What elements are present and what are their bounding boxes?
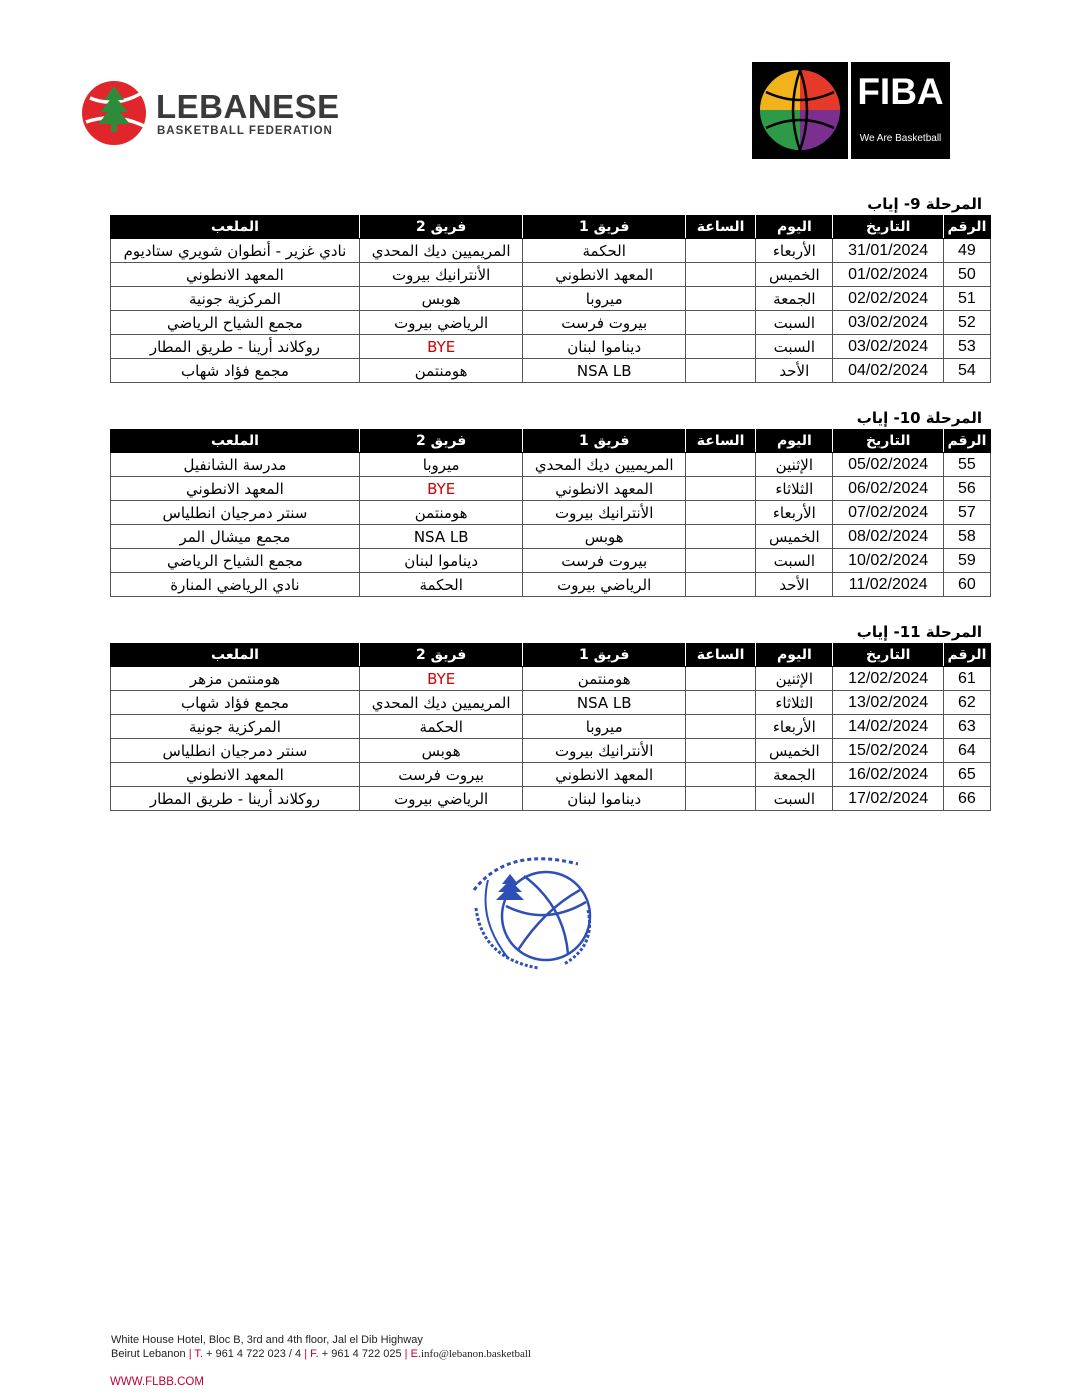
- footer-fax: + 961 4 722 025: [321, 1348, 402, 1360]
- team1: المعهد الانطوني: [523, 477, 686, 501]
- fiba-wordmark: [851, 62, 950, 159]
- match-day: السبت: [756, 787, 833, 811]
- team1: هومنتمن: [523, 667, 686, 691]
- match-time: [685, 263, 755, 287]
- footer-email-label: E.: [410, 1348, 421, 1360]
- match-day: الخميس: [756, 263, 833, 287]
- team1: ميروبا: [523, 287, 686, 311]
- match-date: 04/02/2024: [833, 359, 943, 383]
- match-time: [685, 787, 755, 811]
- match-date: 01/02/2024: [833, 263, 943, 287]
- col-venue-header: الملعب: [111, 430, 360, 453]
- table-row: [111, 525, 991, 549]
- footer-address: White House Hotel, Bloc B, 3rd and 4th floor, Jal el Dib Highway: [111, 1334, 423, 1346]
- match-time: [685, 311, 755, 335]
- team1: هوبس: [523, 525, 686, 549]
- footer-city: Beirut Lebanon: [111, 1348, 186, 1360]
- footer-email[interactable]: info@lebanon.basketball: [420, 1348, 532, 1360]
- match-number: 59: [943, 549, 990, 573]
- col-num-header: الرقم: [943, 430, 990, 453]
- table-row: [111, 667, 991, 691]
- venue: المعهد الانطوني: [111, 477, 360, 501]
- match-day: الثلاثاء: [756, 477, 833, 501]
- team2: الأنترانيك بيروت: [359, 263, 523, 287]
- match-number: 66: [943, 787, 990, 811]
- match-day: الأربعاء: [756, 501, 833, 525]
- match-time: [685, 573, 755, 597]
- venue: روكلاند أرينا - طريق المطار: [111, 335, 360, 359]
- team2-bye: BYE: [359, 477, 523, 501]
- col-date-header: التاريخ: [833, 644, 943, 667]
- match-number: 62: [943, 691, 990, 715]
- team2: هوبس: [359, 287, 523, 311]
- col-team2-header: فريق 2: [359, 430, 523, 453]
- match-time: [685, 359, 755, 383]
- table-row: [111, 359, 991, 383]
- match-time: [685, 739, 755, 763]
- match-time: [685, 239, 755, 263]
- match-day: السبت: [756, 335, 833, 359]
- round-title: المرحلة 9- إياب: [867, 195, 982, 213]
- col-team1-header: فريق 1: [523, 430, 686, 453]
- match-time: [685, 549, 755, 573]
- match-day: السبت: [756, 549, 833, 573]
- fiba-globe-basketball-icon: [752, 62, 848, 159]
- match-day: الجمعة: [756, 763, 833, 787]
- match-number: 58: [943, 525, 990, 549]
- match-number: 60: [943, 573, 990, 597]
- col-day-header: اليوم: [756, 430, 833, 453]
- footer-website-link[interactable]: WWW.FLBB.COM: [110, 1376, 204, 1388]
- match-date: 12/02/2024: [833, 667, 943, 691]
- footer-sep: |: [304, 1348, 308, 1360]
- match-date: 06/02/2024: [833, 477, 943, 501]
- col-team2-header: فريق 2: [359, 644, 523, 667]
- col-time-header: الساعة: [685, 430, 755, 453]
- team2: هومنتمن: [359, 501, 523, 525]
- table-row: [111, 549, 991, 573]
- match-time: [685, 691, 755, 715]
- match-date: 02/02/2024: [833, 287, 943, 311]
- match-time: [685, 525, 755, 549]
- match-day: السبت: [756, 311, 833, 335]
- team1: المعهد الانطوني: [523, 263, 686, 287]
- match-day: الأربعاء: [756, 239, 833, 263]
- table-header-row: [111, 430, 991, 453]
- col-team1-header: فريق 1: [523, 216, 686, 239]
- match-date: 10/02/2024: [833, 549, 943, 573]
- team1: الأنترانيك بيروت: [523, 501, 686, 525]
- table-row: [111, 501, 991, 525]
- team2: بيروت فرست: [359, 763, 523, 787]
- table-row: [111, 739, 991, 763]
- round-title: المرحلة 11- إياب: [856, 623, 982, 641]
- match-date: 16/02/2024: [833, 763, 943, 787]
- stamp-cedar: [496, 874, 524, 900]
- venue: المعهد الانطوني: [111, 263, 360, 287]
- table-row: [111, 715, 991, 739]
- footer-tel-label: T.: [194, 1348, 203, 1360]
- col-venue-header: الملعب: [111, 644, 360, 667]
- fiba-logo: [752, 62, 950, 159]
- team1: NSA LB: [523, 359, 686, 383]
- match-time: [685, 453, 755, 477]
- schedule-table: [110, 429, 991, 597]
- team1: المعهد الانطوني: [523, 763, 686, 787]
- match-day: الأربعاء: [756, 715, 833, 739]
- footer-sep: |: [404, 1348, 408, 1360]
- footer-tel: + 961 4 722 023 / 4: [206, 1348, 302, 1360]
- venue: المعهد الانطوني: [111, 763, 360, 787]
- match-date: 15/02/2024: [833, 739, 943, 763]
- team1: الأنترانيك بيروت: [523, 739, 686, 763]
- match-number: 49: [943, 239, 990, 263]
- match-date: 07/02/2024: [833, 501, 943, 525]
- col-date-header: التاريخ: [833, 216, 943, 239]
- match-number: 54: [943, 359, 990, 383]
- schedule-table: [110, 643, 991, 811]
- table-row: [111, 239, 991, 263]
- match-day: الإثنين: [756, 453, 833, 477]
- footer-contact: [111, 1348, 531, 1360]
- table-row: [111, 573, 991, 597]
- round-title: المرحلة 10- إياب: [856, 409, 982, 427]
- match-day: الإثنين: [756, 667, 833, 691]
- match-date: 05/02/2024: [833, 453, 943, 477]
- team1: ديناموا لبنان: [523, 787, 686, 811]
- match-time: [685, 287, 755, 311]
- match-number: 55: [943, 453, 990, 477]
- col-team2-header: فريق 2: [359, 216, 523, 239]
- table-header-row: [111, 644, 991, 667]
- col-day-header: اليوم: [756, 644, 833, 667]
- venue: سنتر دمرجيان انطلياس: [111, 501, 360, 525]
- match-day: الأحد: [756, 359, 833, 383]
- match-date: 08/02/2024: [833, 525, 943, 549]
- match-time: [685, 667, 755, 691]
- venue: هومنتمن مزهر: [111, 667, 360, 691]
- team2: الحكمة: [359, 715, 523, 739]
- match-number: 56: [943, 477, 990, 501]
- fiba-word: FIBA: [857, 71, 944, 112]
- cedar-basketball-icon: [80, 78, 148, 148]
- match-number: 63: [943, 715, 990, 739]
- table-row: [111, 477, 991, 501]
- match-number: 61: [943, 667, 990, 691]
- table-row: [111, 787, 991, 811]
- lbf-title: LEBANESE: [156, 88, 340, 125]
- lbf-subtitle: BASKETBALL FEDERATION: [157, 125, 333, 137]
- lbf-logo: [80, 78, 340, 154]
- col-time-header: الساعة: [685, 644, 755, 667]
- team1: الحكمة: [523, 239, 686, 263]
- team1: بيروت فرست: [523, 549, 686, 573]
- team1: بيروت فرست: [523, 311, 686, 335]
- team2-bye: BYE: [359, 335, 523, 359]
- venue: المركزية جونية: [111, 287, 360, 311]
- venue: مجمع ميشال المر: [111, 525, 360, 549]
- table-row: [111, 763, 991, 787]
- schedule-table: [110, 215, 991, 383]
- team2: المريميين ديك المحدي: [359, 239, 523, 263]
- team2: ميروبا: [359, 453, 523, 477]
- federation-stamp: [468, 850, 608, 970]
- match-date: 03/02/2024: [833, 311, 943, 335]
- venue: مدرسة الشانفيل: [111, 453, 360, 477]
- venue: سنتر دمرجيان انطلياس: [111, 739, 360, 763]
- team2: هومنتمن: [359, 359, 523, 383]
- col-day-header: اليوم: [756, 216, 833, 239]
- match-number: 50: [943, 263, 990, 287]
- venue: مجمع فؤاد شهاب: [111, 691, 360, 715]
- footer-sep: |: [188, 1348, 192, 1360]
- table-row: [111, 691, 991, 715]
- team1: المريميين ديك المحدي: [523, 453, 686, 477]
- footer-fax-label: F.: [310, 1348, 319, 1360]
- col-venue-header: الملعب: [111, 216, 360, 239]
- team1: ديناموا لبنان: [523, 335, 686, 359]
- team2: الرياضي بيروت: [359, 311, 523, 335]
- match-number: 57: [943, 501, 990, 525]
- team1: NSA LB: [523, 691, 686, 715]
- fiba-tagline: We Are Basketball: [859, 133, 942, 144]
- venue: مجمع الشياح الرياضي: [111, 549, 360, 573]
- team2: المريميين ديك المحدي: [359, 691, 523, 715]
- team2: الحكمة: [359, 573, 523, 597]
- match-number: 53: [943, 335, 990, 359]
- table-row: [111, 263, 991, 287]
- match-day: الجمعة: [756, 287, 833, 311]
- table-row: [111, 287, 991, 311]
- team2: هوبس: [359, 739, 523, 763]
- team2: ديناموا لبنان: [359, 549, 523, 573]
- match-date: 31/01/2024: [833, 239, 943, 263]
- col-date-header: التاريخ: [833, 430, 943, 453]
- venue: نادي الرياضي المنارة: [111, 573, 360, 597]
- team1: ميروبا: [523, 715, 686, 739]
- match-date: 17/02/2024: [833, 787, 943, 811]
- col-num-header: الرقم: [943, 644, 990, 667]
- venue: روكلاند أرينا - طريق المطار: [111, 787, 360, 811]
- cedar-basketball-stamp-icon: [486, 872, 591, 960]
- venue: مجمع فؤاد شهاب: [111, 359, 360, 383]
- match-time: [685, 763, 755, 787]
- table-row: [111, 335, 991, 359]
- match-date: 11/02/2024: [833, 573, 943, 597]
- match-date: 14/02/2024: [833, 715, 943, 739]
- table-row: [111, 453, 991, 477]
- match-number: 51: [943, 287, 990, 311]
- match-number: 64: [943, 739, 990, 763]
- match-day: الخميس: [756, 525, 833, 549]
- team2: NSA LB: [359, 525, 523, 549]
- venue: مجمع الشياح الرياضي: [111, 311, 360, 335]
- match-time: [685, 715, 755, 739]
- match-time: [685, 501, 755, 525]
- venue: المركزية جونية: [111, 715, 360, 739]
- team1: الرياضي بيروت: [523, 573, 686, 597]
- match-number: 65: [943, 763, 990, 787]
- match-day: الثلاثاء: [756, 691, 833, 715]
- match-time: [685, 335, 755, 359]
- table-header-row: [111, 216, 991, 239]
- match-number: 52: [943, 311, 990, 335]
- table-row: [111, 311, 991, 335]
- col-time-header: الساعة: [685, 216, 755, 239]
- match-date: 03/02/2024: [833, 335, 943, 359]
- col-team1-header: فريق 1: [523, 644, 686, 667]
- col-num-header: الرقم: [943, 216, 990, 239]
- match-time: [685, 477, 755, 501]
- venue: نادي غزير - أنطوان شويري ستاديوم: [111, 239, 360, 263]
- match-day: الخميس: [756, 739, 833, 763]
- team2-bye: BYE: [359, 667, 523, 691]
- match-date: 13/02/2024: [833, 691, 943, 715]
- team2: الرياضي بيروت: [359, 787, 523, 811]
- match-day: الأحد: [756, 573, 833, 597]
